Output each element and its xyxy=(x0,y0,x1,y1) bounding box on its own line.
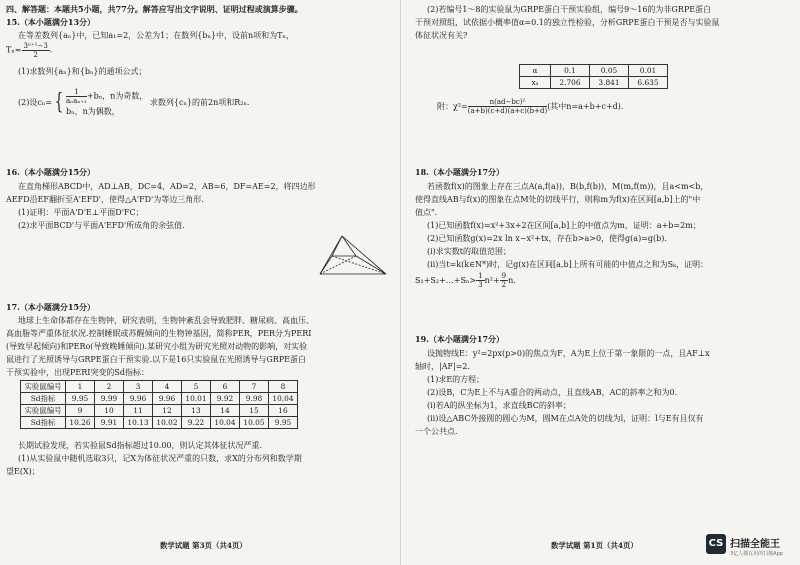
q19-part2: (2)设B，C为E上不与A重合的两动点，且直线AB，AC的斜率之和为0. xyxy=(427,388,678,397)
q17-heading: 17.（本小题满分15分） xyxy=(6,302,96,312)
table-cell: 6.635 xyxy=(629,77,668,89)
q18-part1: (1)已知函数f(x)=x²+3x+2在区间[a,b]上的中值点为m，证明：a+b=2m； xyxy=(427,221,701,230)
table-cell: 15 xyxy=(240,405,269,417)
q16-line1: 在直角梯形ABCD中，AD⊥AB，DC=4，AD=2，AB=6，DF=AE=2，将四边形 xyxy=(18,182,316,191)
table-row xyxy=(21,393,298,405)
table-cell: 10 xyxy=(95,405,124,417)
table-row xyxy=(520,77,668,89)
table-cell: 9.22 xyxy=(182,417,211,429)
table-cell: 9.95 xyxy=(66,393,95,405)
q17-line6: 长期试验发现，若实验鼠Sd指标超过10.00，则认定其体征状况严重. xyxy=(18,441,263,450)
q17-part2-line2: 干预对照组，试依据小概率值α=0.1的独立性检验，分析GRPE蛋白干预是否与实验鼠 xyxy=(415,18,720,27)
chi-square-table xyxy=(519,64,668,89)
table-cell: 8 xyxy=(269,381,298,393)
table-row xyxy=(520,65,668,77)
q17-part2-line3: 体征状况有关? xyxy=(415,31,468,40)
table-cell: 10.04 xyxy=(269,393,298,405)
table-cell: Sd指标 xyxy=(21,417,66,429)
table-cell: 14 xyxy=(211,405,240,417)
q16-part2: (2)求平面BCD'与平面A'EFD'所成角的余弦值. xyxy=(18,221,185,230)
table-cell: 10.01 xyxy=(182,393,211,405)
watermark-app-name: 扫描全能王 xyxy=(730,539,780,550)
q18-heading: 18.（本小题满分17分） xyxy=(415,167,505,177)
q18-line2: 使得直线AB与f(x)的图象在点M处的切线平行，则称m为f(x)在区间[a,b]上的"中 xyxy=(415,195,701,204)
table-cell: 9 xyxy=(66,405,95,417)
q15-heading: 15.（本小题满分13分） xyxy=(6,17,96,27)
table-cell: α xyxy=(520,65,551,77)
table-cell: 6 xyxy=(211,381,240,393)
q16-part1: (1)证明：平面A'D'E⊥平面D'FC； xyxy=(18,208,144,217)
table-cell: 2.706 xyxy=(551,77,590,89)
q19-heading: 19.（本小题满分17分） xyxy=(415,334,505,344)
table-cell: 4 xyxy=(153,381,182,393)
q15-line1: 在等差数列{aₙ}中，已知a₁=2，公差为1；在数列{bₙ}中，设前n项和为Tₙ， xyxy=(18,31,294,40)
table-cell: Sd指标 xyxy=(21,393,66,405)
camscanner-logo-icon: CS xyxy=(706,534,726,554)
table-cell: 9.95 xyxy=(269,417,298,429)
q19-part2-i: (ⅰ)若A的纵坐标为1，求直线BC的斜率； xyxy=(427,401,571,410)
table-cell: 0.1 xyxy=(551,65,590,77)
table-row xyxy=(21,417,298,429)
q19-part2-ii-cont: 一个公共点. xyxy=(415,427,458,436)
table-cell: 实验鼠编号 xyxy=(21,381,66,393)
folded-trapezoid-figure xyxy=(312,228,394,286)
table-cell: 9.98 xyxy=(240,393,269,405)
table-cell: 0.01 xyxy=(629,65,668,77)
table-cell: 5 xyxy=(182,381,211,393)
right-page-footer: 数学试题 第1页（共4页） xyxy=(551,541,638,550)
q17-part1-cont: 望E(X)； xyxy=(6,467,40,476)
q17-line3: (导致早起倾向)和PERo(导致晚睡倾向).某研究小组为研究光照对动物的影响，对实验 xyxy=(6,342,308,351)
q17-line4: 鼠进行了光照诱导与GRPE蛋白干预实验.以下是16只实验鼠在光照诱导与GRPE蛋白 xyxy=(6,355,306,364)
q15-line2: Tₙ= $\frac{\text{3ⁿ⁺¹−3}}{2}$ . xyxy=(6,42,53,59)
q17-line2: 高血脂等严重体征状况.控制睡眠或苏醒倾向的生物钟基因，简称PER，PER分为PERI xyxy=(6,329,312,338)
table-cell: 11 xyxy=(124,405,153,417)
table-cell: 10.26 xyxy=(66,417,95,429)
q18-part2: (2)已知函数g(x)=2x ln x−x²+tx，存在b>a>0，使得g(a)=g(b). xyxy=(427,234,667,243)
q19-line1: 设抛物线E：y²=2px(p>0)的焦点为F，A为E上位于第一象限的一点，且AF⊥x xyxy=(427,349,710,358)
table-cell: 13 xyxy=(182,405,211,417)
table-cell: 2 xyxy=(95,381,124,393)
right-page xyxy=(400,0,800,565)
left-page-footer: 数学试题 第3页（共4页） xyxy=(160,541,247,550)
q18-line3: 值点". xyxy=(415,208,438,217)
table-cell: 3 xyxy=(124,381,153,393)
chi-square-formula: 附：χ²= $\frac{\text{n(ad−bc)²}}{(a+b)(c+d)(a+c)(b+d)}$ (其中n=a+b+c+d). xyxy=(437,98,624,115)
table-cell: 16 xyxy=(269,405,298,417)
table-cell: 10.13 xyxy=(124,417,153,429)
table-cell: 9.96 xyxy=(153,393,182,405)
q18-part2-i: (ⅰ)求实数t的取值范围； xyxy=(427,247,512,256)
q17-line5: 干预实验中，出现PERI突变的Sd指标： xyxy=(6,368,150,377)
q16-line2: AEFD沿EF翻折至A'EFD'，使得△A'FD'为等边三角形. xyxy=(6,195,204,204)
q15-part1: (1)求数列{aₙ}和{bₙ}的通项公式； xyxy=(18,67,147,76)
q17-line1: 地球上生命体都存在生物钟，研究表明，生物钟紊乱会导致肥胖、糖尿病、高血压、 xyxy=(18,316,314,325)
table-cell: 3.841 xyxy=(590,77,629,89)
table-cell: 9.91 xyxy=(95,417,124,429)
table-cell: 10.02 xyxy=(153,417,182,429)
table-cell: 7 xyxy=(240,381,269,393)
table-row xyxy=(21,405,298,417)
q17-part1: (1)从实验鼠中随机选取3只，记X为体征状况严重的只数，求X的分布列和数学期 xyxy=(18,454,302,463)
q15-part2: (2)设cₙ= { $\frac{1}{\text{aₙaₙ₊₁}}$ +bₙ，n为奇数， bₙ，n为偶数， 求数列{cₙ}的前2n项和R₂ₙ. xyxy=(18,88,250,116)
table-cell: 12 xyxy=(153,405,182,417)
table-cell: 9.96 xyxy=(124,393,153,405)
q18-line1: 若函数f(x)的图象上存在三点A(a,f(a))，B(b,f(b))，M(m,f(m))，且a<m<b， xyxy=(427,182,709,191)
q19-part1: (1)求E的方程； xyxy=(427,375,485,384)
table-cell: 10.04 xyxy=(211,417,240,429)
q17-part2-line1: (2)若编号1～8的实验鼠为GRPE蛋白干预实验组，编号9～16的为非GRPE蛋白 xyxy=(427,5,712,14)
table-cell: xₐ xyxy=(520,77,551,89)
table-cell: 1 xyxy=(66,381,95,393)
section-heading: 四、解答题：本题共5小题，共77分。解答应写出文字说明、证明过程或演算步骤。 xyxy=(6,4,303,14)
q18-inequality: S₁+S₂+…+Sₙ> $\frac{1}{3}$ n²+ $\frac{9}{2}$ n. xyxy=(415,272,516,289)
q16-heading: 16.（本小题满分15分） xyxy=(6,167,96,177)
scanner-app-watermark xyxy=(706,532,796,562)
watermark-tagline: 3亿人都在用的扫描App xyxy=(730,551,783,557)
q19-line2: 轴时，|AF|=2. xyxy=(415,362,471,371)
table-cell: 9.99 xyxy=(95,393,124,405)
table-row xyxy=(21,381,298,393)
table-cell: 10.05 xyxy=(240,417,269,429)
table-cell: 0.05 xyxy=(590,65,629,77)
q19-part2-ii: (ⅱ)设△ABC外接圆的圆心为M，圆M在点A处的切线为l，证明：l与E有且仅有 xyxy=(427,414,704,423)
table-cell: 9.92 xyxy=(211,393,240,405)
q18-part2-ii: (ⅱ)当t=k(k∈N*)时，记g(x)在区间[a,b]上所有可能的中值点之和为Sₖ，证明： xyxy=(427,260,709,269)
table-cell: 实验鼠编号 xyxy=(21,405,66,417)
sd-index-table xyxy=(20,380,298,429)
